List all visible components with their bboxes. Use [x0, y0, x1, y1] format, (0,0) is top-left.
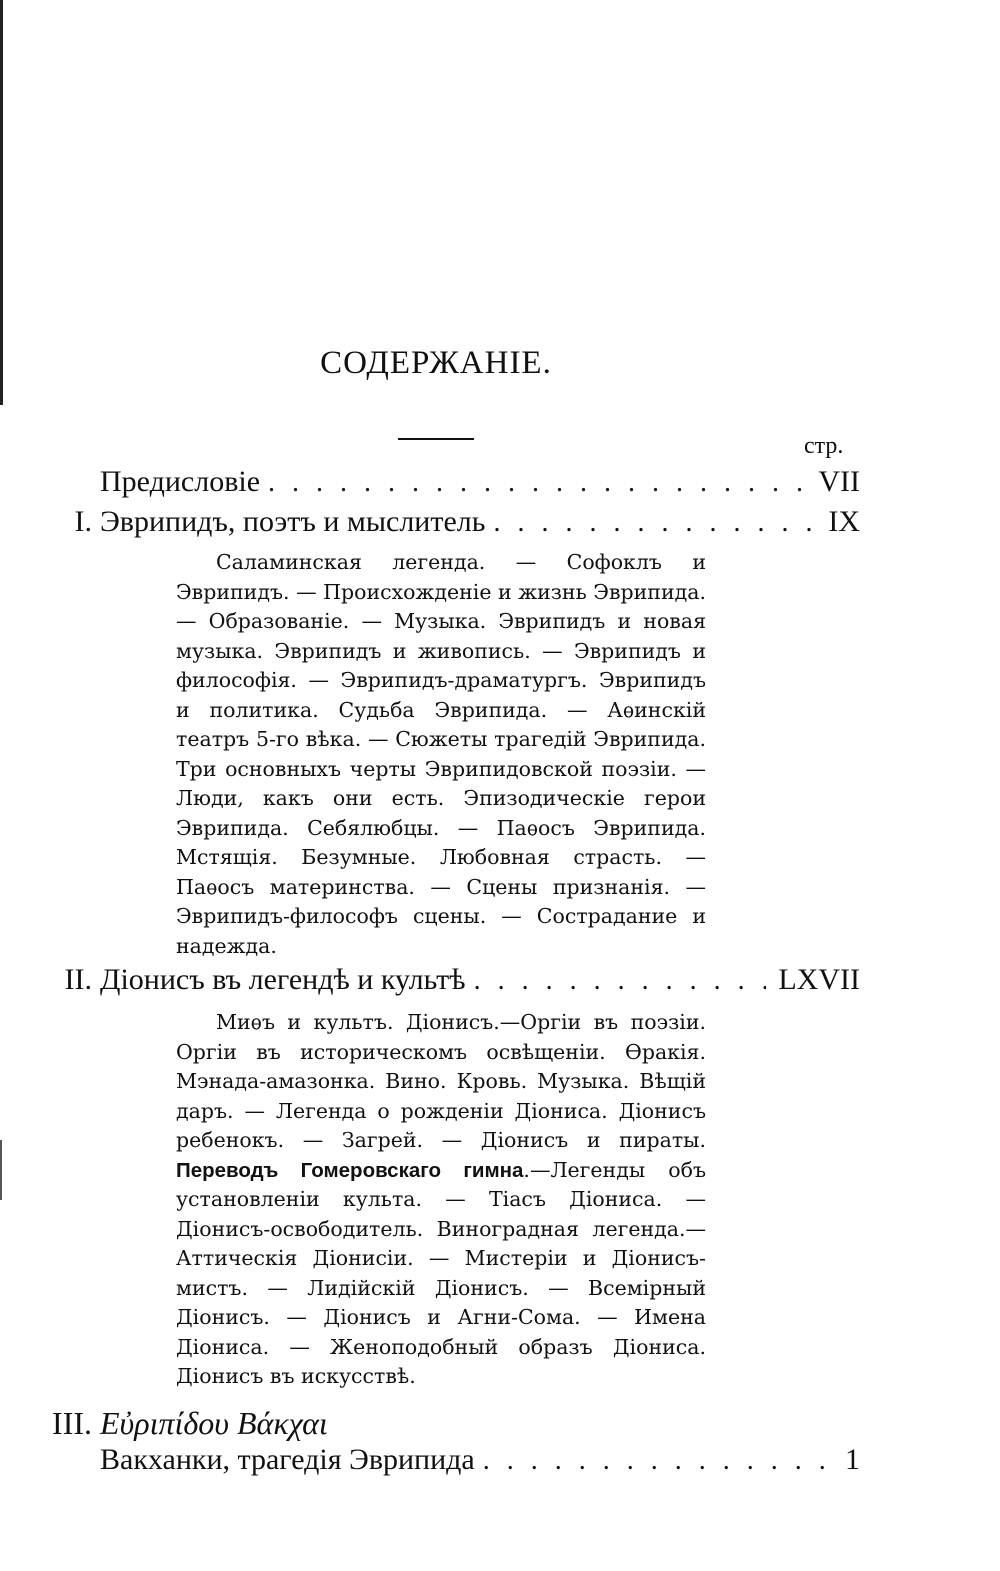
toc-entry-bacchae-greek[interactable]: [52, 1405, 328, 1442]
summary-text-part: .—Легенды объ установленіи культа. — Тіасъ Діониса. — Діонисъ-освободитель. Виноградная легенда.— Аттическія Діонисіи. — Мистеріи и Діонисъ-мистъ. — Лидійскій Діонисъ. — Всемірный Діонисъ. — Діонисъ и Агни-Сома. — Имена Діониса. — Женоподобный образъ Діониса. Діонисъ въ искусствѣ.: [176, 1157, 706, 1388]
dot-leader: [466, 965, 767, 997]
toc-entry-page: VII: [818, 465, 860, 498]
toc-entry-summary: [176, 1008, 706, 1392]
toc-entry-page: LXVII: [778, 963, 860, 996]
toc-entry-preface[interactable]: [100, 465, 860, 505]
toc-entry-page: IX: [828, 505, 860, 538]
toc-entry-numeral: I.: [74, 505, 92, 538]
summary-text-part: Миѳъ и культъ. Діонисъ.—Оргіи въ поэзіи. Оргіи въ историческомъ освѣщеніи. Ѳракія. Мэнада-амазонка. Вино. Кровь. Музыка. Вѣщій даръ. — Легенда о рожденіи Діониса. Діонисъ ребенокъ. — Загрей. — Діонисъ и пираты.: [176, 1010, 706, 1152]
greek-title: Εὐριπίδου Βάκχαι: [100, 1405, 328, 1441]
toc-entry-bacchae[interactable]: [100, 1443, 860, 1483]
toc-entry-title: Предисловіе: [100, 465, 261, 498]
summary-text: [176, 1008, 706, 1392]
dot-leader: [475, 1445, 833, 1477]
toc-entry-dionysus[interactable]: [64, 963, 860, 1003]
toc-entry-title: Діонисъ въ легендѣ и культѣ: [100, 963, 466, 996]
toc-entry-euripides[interactable]: [74, 505, 860, 545]
summary-text: Саламинская легенда. — Софоклъ и Эврипидъ. — Происхожденіе и жизнь Эврипида. — Образованіе. — Музыка. Эврипидъ и новая музыка. Эврипидъ и живопись. — Эврипидъ и философія. — Эврипидъ-драматургъ. Эврипидъ и политика. Судьба Эврипида. — Аѳинскій театръ 5-го вѣка. — Сюжеты трагедій Эврипида. Три основныхъ черты Эврипидовской поэзіи. — Люди, какъ они есть. Эпизодическіе герои Эврипида. Себялюбцы. — Паѳосъ Эврипида. Мстящія. Безумные. Любовная страсть. — Паѳосъ материнства. — Сцены признанія. — Эврипидъ-философъ сцены. — Сострадание и надежда.: [176, 550, 706, 958]
page-column-label: стр.: [804, 433, 844, 459]
toc-entry-page: 1: [845, 1443, 860, 1476]
summary-bold-text: Переводъ Гомеровскаго гимна: [176, 1158, 524, 1182]
toc-entry-title: Эврипидъ, поэтъ и мыслитель: [100, 505, 486, 538]
toc-entry-numeral: II.: [64, 963, 92, 996]
toc-entry-numeral: III.: [52, 1405, 92, 1441]
scan-edge-shadow-lower: [0, 1140, 2, 1200]
dot-leader: [485, 507, 816, 539]
dot-leader: [260, 467, 806, 499]
title-divider: [398, 438, 474, 440]
page-title: СОДЕРЖАНІЕ.: [320, 345, 552, 381]
toc-entry-title: Вакханки, трагедія Эврипида: [100, 1443, 475, 1476]
toc-entry-summary: [176, 548, 706, 961]
